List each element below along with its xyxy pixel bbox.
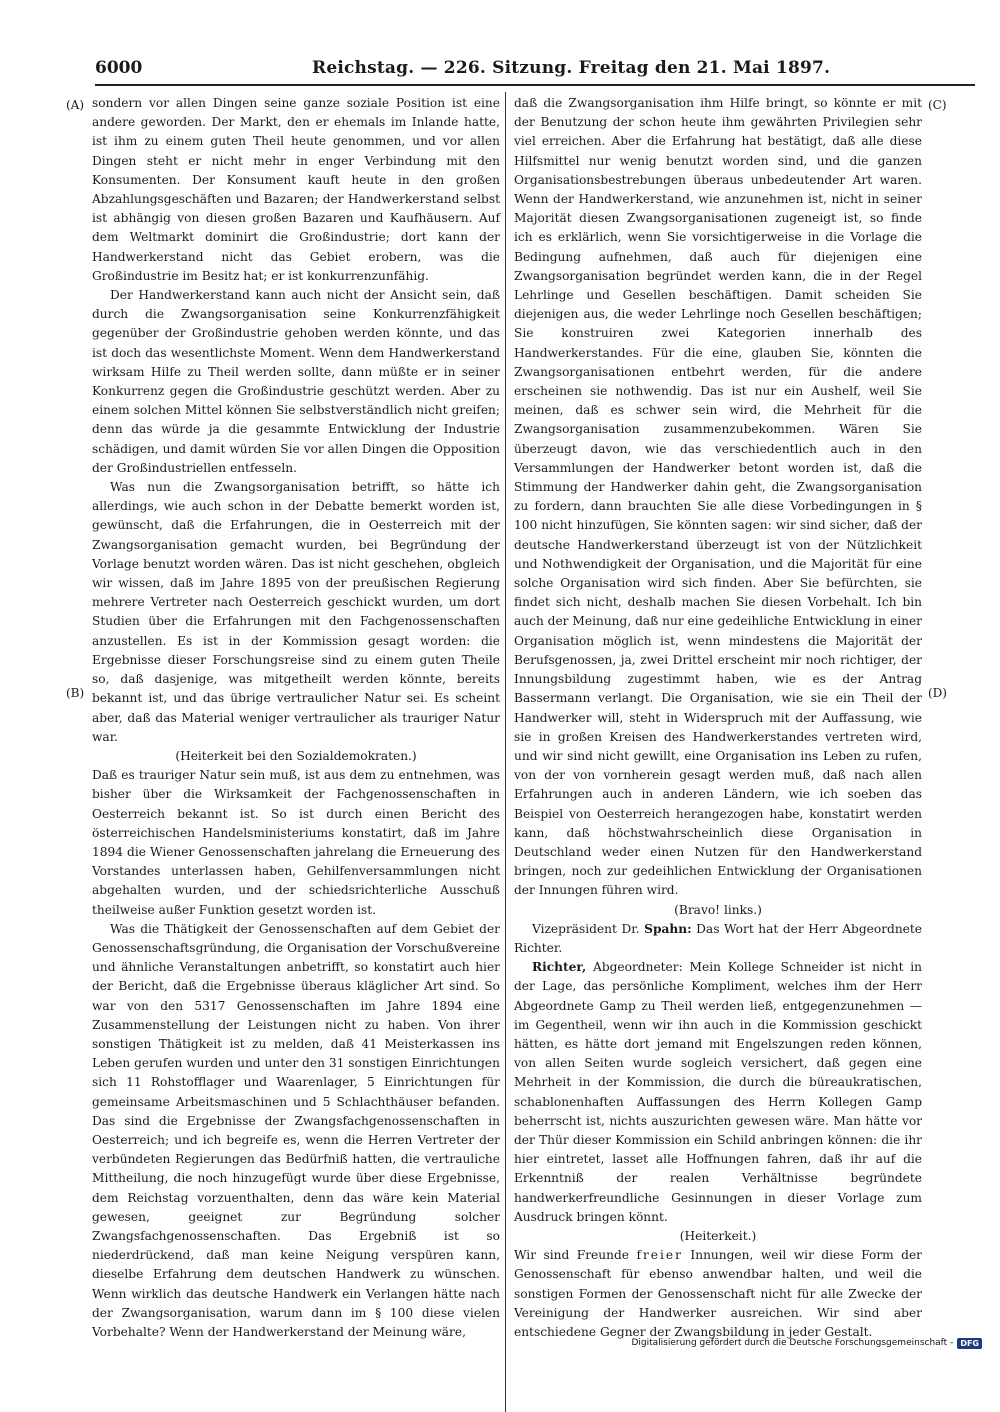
running-title: Reichstag. — 226. Sitzung. Freitag den 21. Mai 1897. <box>312 58 831 78</box>
dfg-logo-icon: DFG <box>957 1338 982 1349</box>
speaker-paragraph <box>514 920 922 958</box>
paragraph: Was die Thätigkeit der Genossenschaften auf dem Gebiet der Genossenschaftsgründung, die Organisation der Vorschußvereine und ähnliche Veranstaltungen anbetrifft, so konstatirt auch hier der Bericht, daß die Ergebnisse überaus kläglicher Art sind. So war von den 5317 Genossenschaften im Jahre 1894 eine Zusammenstellung der Leistungen nicht zu haben. Von ihrer sonstigen Thätigkeit ist zu melden, daß 41 Meisterkassen ins Leben gerufen wurden und unter den 31 sonstigen Einrichtungen sich 11 Rohstofflager und Waarenlager, 5 Einrichtungen für gemeinsame Arbeitsmaschinen und 5 Schlachthäuser befanden. Das sind die Ergebnisse der Zwangsfachgenossenschaften in Oesterreich; und ich begreife es, wenn die Herren Vertreter der verbündeten Regierungen das Bedürfniß hatten, die vertrauliche Mittheilung, die noch hinzugefügt wurde über diese Ergebnisse, dem Reichstag vorzuenthalten, denn das wäre kein Material gewesen, geeignet zur Begründung solcher Zwangsfachgenossenschaften. Das Ergebniß ist so niederdrückend, daß man keine Neigung verspüren kann, dieselbe Erfahrung dem deutschen Handwerk zu wünschen. Wenn wirklich das deutsche Handwerk ein Verlangen hätte nach der Zwangsorganisation, warum dann im § 100 diese vielen Vorbehalte? Wenn der Handwerkerstand der Meinung wäre, <box>92 921 500 1339</box>
emphasized-word: freier <box>636 1248 683 1263</box>
speaker-paragraph <box>514 958 922 1227</box>
page-header <box>95 54 975 84</box>
speaker-title: Vizepräsident Dr. <box>532 921 640 936</box>
left-column <box>92 94 500 1342</box>
paragraph: daß die Zwangsorganisation ihm Hilfe bringt, so könnte er mit der Benutzung der schon heute ihm gewährten Privilegien sehr viel erreichen. Aber die Erfahrung hat bestätigt, daß alle diese Hilfsmittel nur wenig benutzt worden sind, und die ganzen Organisationsbestrebungen überaus unbedeutender Art waren. Wenn der Handwerkerstand, wie anzunehmen ist, nicht in seiner Majorität diesen Zwangsorganisationen zugeneigt ist, so finde ich es erklärlich, wenn Sie vorsichtigerweise in die Vorlage die Bedingung aufnehmen, daß auch für diejenigen eine Zwangsorganisation begründet werden kann, die in der Regel Lehrlinge und Gesellen beschäftigen. Damit scheiden Sie diejenigen aus, die weder Lehrlinge noch Gesellen beschäftigen; Sie konstruiren zwei Kategorien innerhalb des Handwerkerstandes. Für die eine, glauben Sie, könnten die Zwangsorganisationen entbehrt werden, für die andere erscheinen sie nothwendig. Das ist nur ein Aushelf, weil Sie meinen, daß es schwer sein wird, die Mehrheit für die Zwangsorganisation zusammenzubekommen. Wären Sie überzeugt davon, wie das verschiedentlich auch in den Versammlungen der Handwerker betont worden ist, daß die Stimmung der Handwerker dahin geht, die Zwangsorganisation zu fordern, dann brauchten Sie alle diese Vorbedingungen in § 100 nicht hinzufügen, Sie könnten sagen: wir sind sicher, daß der deutsche Handwerkerstand überzeugt ist von der Nützlichkeit und Nothwendigkeit der Organisation, und die Majorität für eine solche Organisation wird sich finden. Aber Sie befürchten, sie findet sich nicht, deshalb machen Sie diesen Vorbehalt. Ich bin auch der Meinung, daß nur eine gedeihliche Entwicklung in einer Organisation möglich ist, wenn mindestens die Majorität der Berufsgenossen, ja, zwei Drittel erscheint mir noch richtiger, der Innungsbildung zugestimmt haben, wie es der Antrag Bassermann verlangt. Die Organisation, wie sie ein Theil der Handwerker will, steht in Widerspruch mit der Auffassung, wie sie in großen Kreisen des Handwerkerstandes vertreten wird, und wir sind nicht gewillt, eine Organisation ins Leben zu rufen, von der von vornherein gesagt werden muß, daß nach allen Erfahrungen auch in anderen Ländern, wie ich soeben das Beispiel von Oesterreich herangezogen habe, konstatirt werden kann, daß höchstwahrscheinlich diese Organisation in Deutschland weder einen Nutzen für den Handwerkerstand bringen, noch zur gedeihlichen Entwicklung der Organisationen der Innungen führen wird. <box>514 96 923 898</box>
margin-marker-a: (A) <box>66 98 85 112</box>
paragraph: Daß es trauriger Natur sein muß, ist aus dem zu entnehmen, was bisher über die Wirksamkeit der Fachgenossenschaften in Oesterreich bekannt ist. So ist durch einen Bericht des österreichischen Handelsministeriums konstatirt, daß im Jahre 1894 die Wiener Genossenschaften jahrelang die Erneuerung des Vorstandes unterlassen haben, Gehilfenversammlungen nicht abgehalten wurden, und der schiedsrichterliche Ausschuß theilweise außer Funktion gesetzt worden ist. <box>92 768 500 917</box>
speaker-name: Spahn: <box>644 921 692 936</box>
margin-marker-b: (B) <box>66 686 85 700</box>
paragraph <box>514 1246 922 1342</box>
interjection: (Heiterkeit.) <box>679 1228 757 1243</box>
paragraph: Was nun die Zwangsorganisation betrifft, so hätte ich allerdings, wie auch schon in der Debatte bemerkt worden ist, gewünscht, daß die Erfahrungen, die in Oesterreich mit der Zwangsorganisation gemacht wurden, bei Begründung der Vorlage benutzt worden wären. Das ist nicht geschehen, obgleich wir wissen, daß im Jahre 1895 von der preußischen Regierung mehrere Vertreter nach Oesterreich geschickt wurden, um dort Studien über die Erfahrungen mit den Fachgenossenschaften anzustellen. Es ist in der Kommission gesagt worden: die Ergebnisse dieser Forschungsreise sind zu einem guten Theile so, daß dasjenige, was mitgetheilt werden könnte, bereits bekannt ist, und das übrige vertraulicher Natur sei. Es scheint aber, daß das Material weniger vertraulicher als trauriger Natur war. <box>92 480 500 744</box>
paragraph: sondern vor allen Dingen seine ganze soziale Position ist eine andere geworden. Der Markt, den er ehemals im Inlande hatte, ist ihm zu einem guten Theil heute genommen, und vor allen Dingen steht er nicht mehr in enger Verbindung mit den Konsumenten. Der Konsument kauft heute in den großen Abzahlungsgeschäften und Bazaren; der Handwerkerstand selbst ist abhängig von diesen großen Bazaren und Kaufhäusern. Auf dem Weltmarkt dominirt die Großindustrie; dort kann der Handwerkerstand nicht das Gebiet erobern, was die Großindustrie im Besitz hat; er ist konkurrenzunfähig. <box>92 96 500 283</box>
column-divider <box>505 92 506 1412</box>
footer-credit-text: Digitalisierung gefördert durch die Deutsche Forschungsgemeinschaft - <box>631 1338 954 1348</box>
header-rule <box>95 84 975 86</box>
page-number: 6000 <box>95 58 143 78</box>
speech-text: Abgeordneter: Mein Kollege Schneider ist nicht in der Lage, das persönliche Kompliment, welches ihm der Herr Abgeordnete Gamp zu Theil werden ließ, entgegenzunehmen — im Gegentheil, wenn wir ihn auch in die Kommission geschickt hätten, es hätte dort jemand mit Engelszungen reden können, von allen Seiten wurde sogleich versichert, daß gegen eine Mehrheit in der Kommission, die durch die büreaukratischen, schablonenhaften Auffassungen des Herrn Kollegen Gamp beherrscht ist, nichts auszurichten gewesen wäre. Man hätte vor der Thür dieser Kommission ein Schild anbringen können: die ihr hier eintretet, lasset alle Hoffnungen fahren, daß ihr auf die Erkenntniß der realen Verhältnisse begründete handwerkerfreundliche Gesinnungen in dieser Vorlage zum Ausdruck bringen könnt. <box>514 960 923 1224</box>
paragraph: Der Handwerkerstand kann auch nicht der Ansicht sein, daß durch die Zwangsorganisation seine Konkurrenzfähigkeit gegenüber der Großindustrie gehoben werden könnte, und das ist doch das wesentlichste Moment. Wenn dem Handwerkerstand wirksam Hilfe zu Theil werden sollte, dann müßte er in seiner Konkurrenz gegen die Großindustrie geschützt werden. Aber zu einem solchen Mittel können Sie selbstverständlich nicht greifen; denn das würde ja die gesammte Entwicklung der Industrie schädigen, und damit würden Sie vor allen Dingen die Opposition der Großindustriellen entfesseln. <box>92 288 500 475</box>
speech-text: Das Wort hat der Herr Abgeordnete Richter. <box>514 921 923 955</box>
margin-marker-c: (C) <box>928 98 947 112</box>
text-run: Wir sind Freunde <box>514 1248 629 1263</box>
interjection: (Bravo! links.) <box>674 902 762 917</box>
interjection: (Heiterkeit bei den Sozialdemokraten.) <box>175 748 417 763</box>
text-run: Innungen, weil wir diese Form der Genossenschaft für ebenso anwendbar halten, und weil die sonstigen Formen der Genossenschaft nicht für alle Zwecke der Vereinigung der Handwerker ausreichen. Wir sind aber entschiedene Gegner der Zwangsbildung in jeder Gestalt. <box>514 1248 923 1339</box>
right-column <box>514 94 922 1342</box>
margin-marker-d: (D) <box>928 686 947 700</box>
speaker-name: Richter, <box>532 960 587 975</box>
footer-credit <box>631 1336 982 1350</box>
